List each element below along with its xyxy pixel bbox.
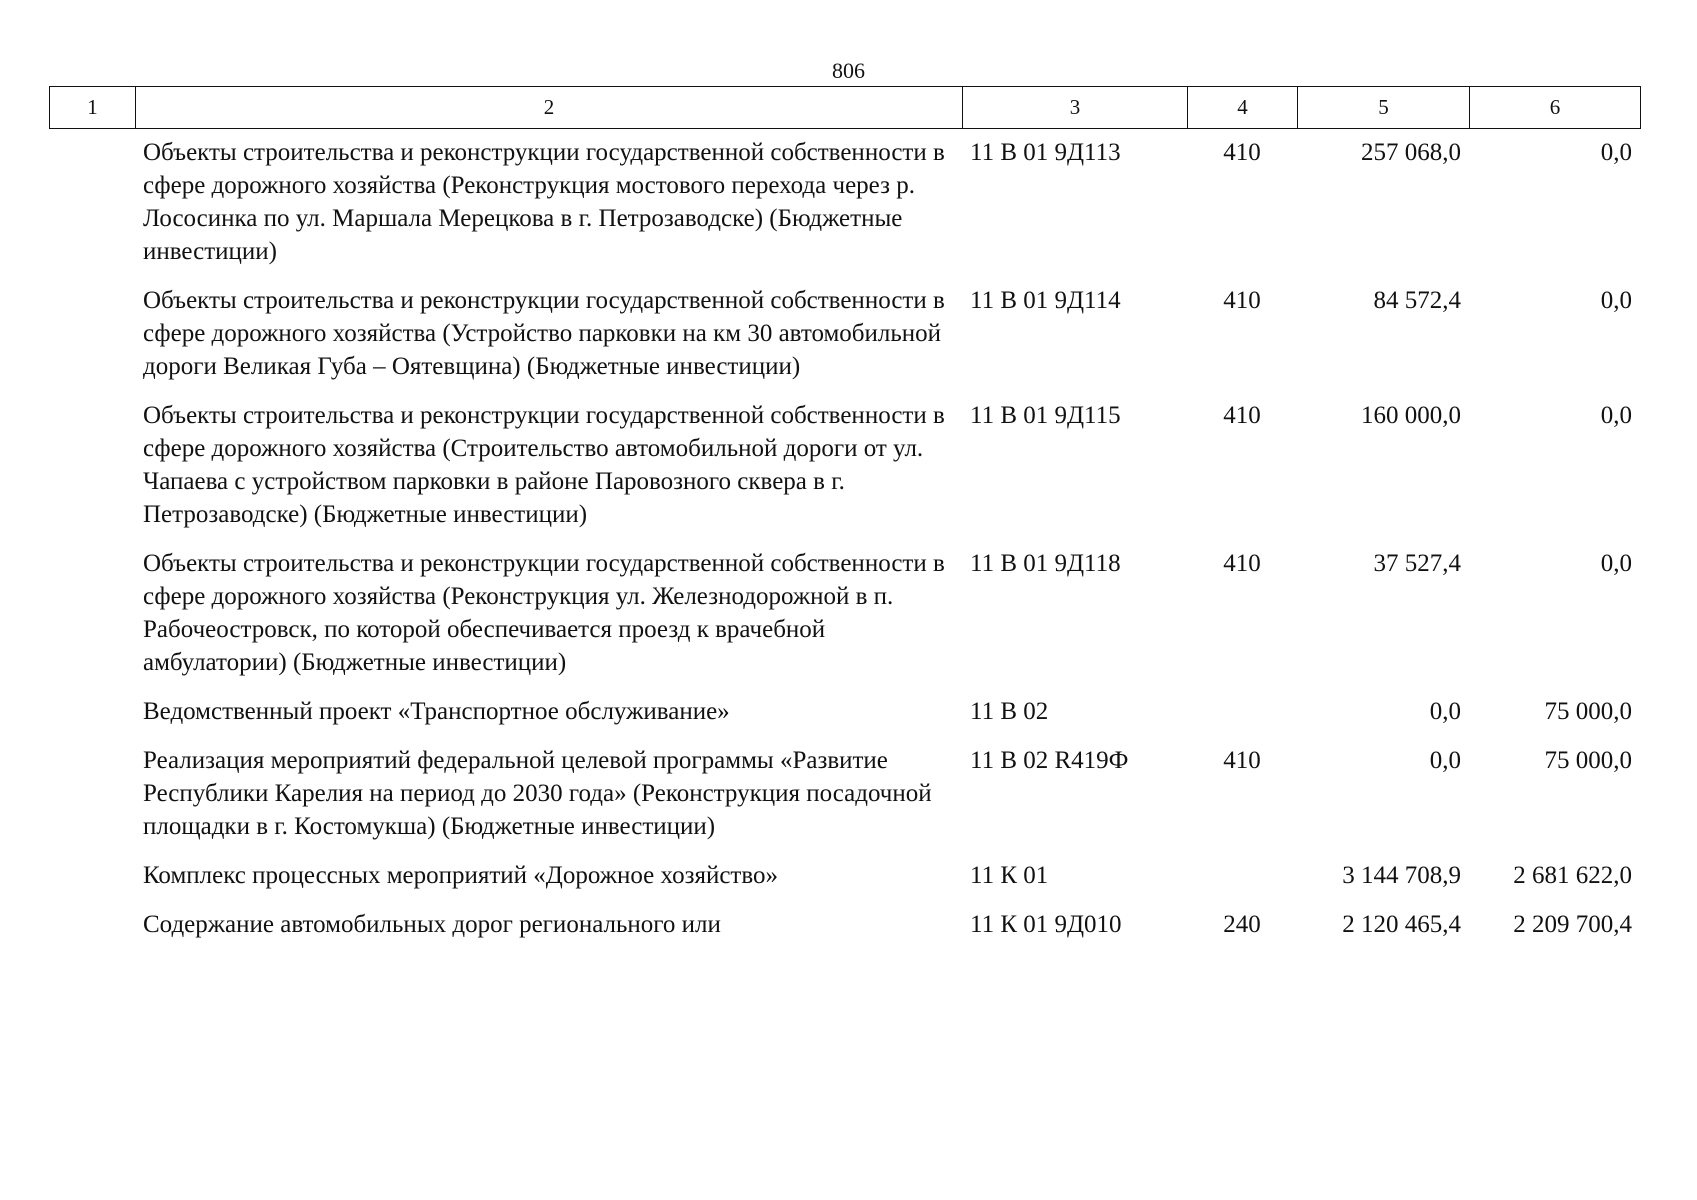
row-code: 11 В 01 9Д115 bbox=[970, 402, 1121, 429]
column-header-4: 4 bbox=[1188, 87, 1298, 129]
row-name: Комплекс процессных мероприятий «Дорожное хозяйство» bbox=[143, 862, 778, 889]
page-number: 806 bbox=[832, 58, 865, 83]
row-sum-2: 75 000,0 bbox=[1544, 698, 1632, 725]
row-sum-2: 0,0 bbox=[1600, 402, 1632, 429]
row-code: 11 В 02 bbox=[970, 698, 1049, 725]
row-sum-1: 160 000,0 bbox=[1361, 402, 1461, 429]
row-code: 11 В 01 9Д113 bbox=[970, 139, 1121, 166]
table-row bbox=[49, 859, 1640, 908]
row-sum-1: 2 120 465,4 bbox=[1342, 911, 1461, 938]
table-row bbox=[49, 908, 1640, 957]
row-sum-2: 0,0 bbox=[1600, 287, 1632, 314]
row-sum-1: 84 572,4 bbox=[1373, 287, 1461, 314]
table-row bbox=[49, 744, 1640, 859]
row-expense-type: 410 bbox=[1223, 402, 1261, 429]
row-name: Реализация мероприятий федеральной целевой программы «Развитие Республики Карелия на период до 2030 года» (Реконструкция посадочной площадки в г. Костомукша) (Бюджетные инвестиции) bbox=[143, 747, 932, 840]
row-code: 11 В 01 9Д114 bbox=[970, 287, 1121, 314]
row-name: Объекты строительства и реконструкции государственной собственности в сфере дорожного хозяйства (Строительство автомобильной дороги от ул. Чапаева с устройством парковки в районе Паровозного сквера в г. Петрозаводске) (Бюджетные инвестиции) bbox=[143, 402, 945, 528]
row-sum-2: 0,0 bbox=[1600, 139, 1632, 166]
table-row bbox=[49, 695, 1640, 744]
row-expense-type: 240 bbox=[1223, 911, 1261, 938]
column-header-1: 1 bbox=[50, 87, 136, 129]
row-expense-type: 410 bbox=[1223, 550, 1261, 577]
column-header-2: 2 bbox=[136, 87, 963, 129]
row-code: 11 К 01 9Д010 bbox=[970, 911, 1122, 938]
row-sum-1: 3 144 708,9 bbox=[1342, 862, 1461, 889]
row-expense-type: 410 bbox=[1223, 139, 1261, 166]
column-header-5: 5 bbox=[1298, 87, 1470, 129]
row-name: Объекты строительства и реконструкции государственной собственности в сфере дорожного хозяйства (Реконструкция мостового перехода через р. Лососинка по ул. Маршала Мерецкова в г. Петрозаводске) (Бюджетные инвестиции) bbox=[143, 139, 945, 265]
row-sum-1: 0,0 bbox=[1429, 747, 1461, 774]
row-name: Объекты строительства и реконструкции государственной собственности в сфере дорожного хозяйства (Устройство парковки на км 30 автомобильной дороги Великая Губа – Оятевщина) (Бюджетные инвестиции) bbox=[143, 287, 945, 380]
column-header-6: 6 bbox=[1470, 87, 1641, 129]
budget-table bbox=[49, 136, 1640, 957]
column-header-3: 3 bbox=[963, 87, 1188, 129]
row-sum-2: 2 681 622,0 bbox=[1513, 862, 1632, 889]
row-code: 11 В 01 9Д118 bbox=[970, 550, 1121, 577]
row-name: Ведомственный проект «Транспортное обслуживание» bbox=[143, 698, 730, 725]
column-header-table bbox=[49, 86, 1641, 129]
row-expense-type bbox=[1187, 695, 1297, 744]
row-sum-1: 37 527,4 bbox=[1373, 550, 1461, 577]
row-expense-type: 410 bbox=[1223, 287, 1261, 314]
table-row bbox=[49, 136, 1640, 284]
row-sum-1: 0,0 bbox=[1429, 698, 1461, 725]
table-row bbox=[49, 399, 1640, 547]
row-code: 11 В 02 R419Ф bbox=[970, 747, 1129, 774]
row-sum-1: 257 068,0 bbox=[1361, 139, 1461, 166]
column-header-row bbox=[50, 87, 1641, 129]
row-sum-2: 0,0 bbox=[1600, 550, 1632, 577]
row-expense-type: 410 bbox=[1223, 747, 1261, 774]
row-code: 11 К 01 bbox=[970, 862, 1049, 889]
row-name: Объекты строительства и реконструкции государственной собственности в сфере дорожного хозяйства (Реконструкция ул. Железнодорожной в п. Рабочеостровск, по которой обеспечивается проезд к врачебной амбулатории) (Бюджетные инвестиции) bbox=[143, 550, 945, 676]
table-row bbox=[49, 547, 1640, 695]
row-sum-2: 75 000,0 bbox=[1544, 747, 1632, 774]
row-name: Содержание автомобильных дорог регионального или bbox=[143, 911, 721, 938]
row-sum-2: 2 209 700,4 bbox=[1513, 911, 1632, 938]
table-row bbox=[49, 284, 1640, 399]
row-expense-type bbox=[1187, 859, 1297, 908]
